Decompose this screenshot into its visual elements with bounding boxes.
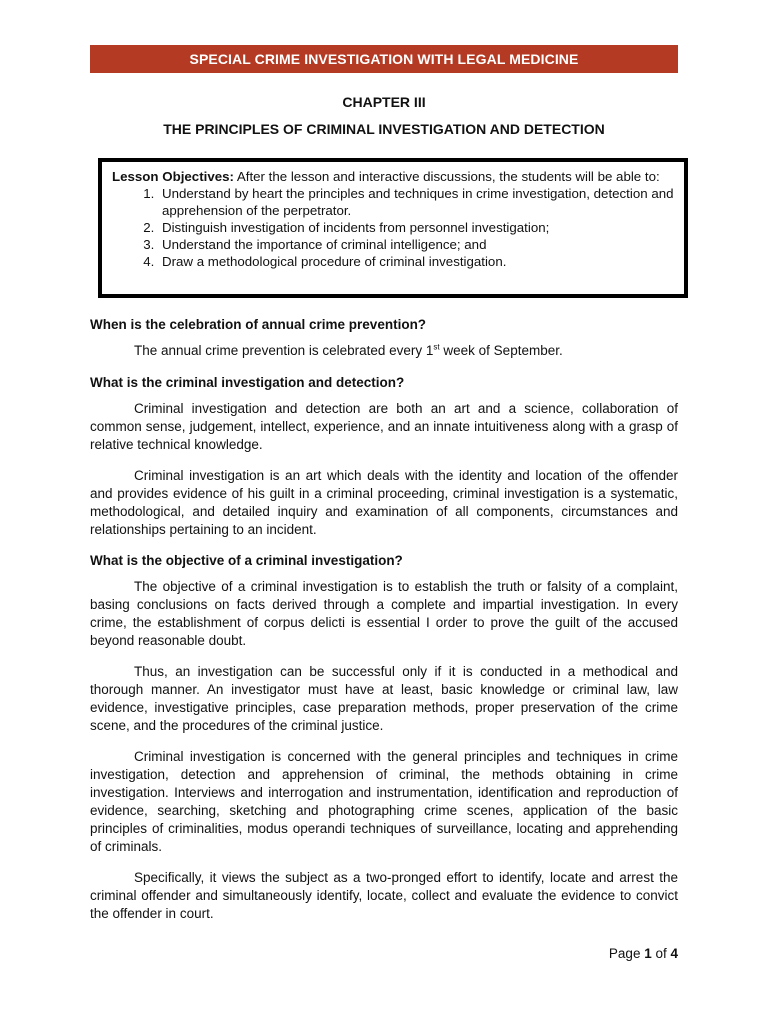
objectives-label: Lesson Objectives: xyxy=(112,169,234,184)
objectives-list xyxy=(112,185,674,270)
page-body xyxy=(90,316,678,936)
objective-item: 1. Understand by heart the principles and techniques in crime investigation, detection and apprehension of the perpetrator. xyxy=(158,185,674,219)
question-heading: What is the criminal investigation and detection? xyxy=(90,375,405,390)
paragraph: Specifically, it views the subject as a two-pronged effort to identify, locate and arrest the criminal offender and simultaneously identify, locate, collect and evaluate the evidence to convict the offender in court. xyxy=(90,870,678,921)
chapter-title: THE PRINCIPLES OF CRIMINAL INVESTIGATION AND DETECTION xyxy=(163,121,605,137)
header-banner xyxy=(90,45,678,73)
objective-item: 4. Draw a methodological procedure of criminal investigation. xyxy=(158,253,674,270)
question-heading: When is the celebration of annual crime prevention? xyxy=(90,317,427,332)
objectives-intro xyxy=(112,168,674,185)
lesson-objectives-box xyxy=(98,158,688,298)
paragraph: Thus, an investigation can be successful only if it is conducted in a methodical and thorough manner. An investigator must have at least, basic knowledge or criminal law, law evidence, investigative principles, case preparation methods, proper preservation of the crime scene, and the procedures of the criminal justice. xyxy=(90,664,678,733)
current-page: 1 xyxy=(644,946,652,961)
of-label: of xyxy=(651,946,671,961)
paragraph: Criminal investigation is an art which deals with the identity and location of the offender and provides evidence of his guilt in a criminal proceeding, criminal investigation is a systematic, methodological, and detailed inquiry and examination of all components, circumstances and relationships pertaining to an incident. xyxy=(90,468,678,537)
page-footer xyxy=(609,946,678,961)
paragraph: Criminal investigation and detection are both an art and a science, collaboration of common sense, judgement, intellect, experience, and an innate intuitiveness along with a grasp of relative technical knowledge. xyxy=(90,401,678,452)
answer-text: The annual crime prevention is celebrated every 1 xyxy=(134,343,434,358)
paragraph xyxy=(90,342,678,360)
total-pages: 4 xyxy=(670,946,678,961)
paragraph: Criminal investigation is concerned with the general principles and techniques in crime investigation, detection and apprehension of criminal, the methods obtaining in crime investigation. Interviews and interrogation and instrumentation, identification and reproduction of evidence, searching, sketching and photographing crime scenes, application of the basic principles of criminalities, modus operandi techniques of surveillance, locating and apprehending of criminals. xyxy=(90,749,678,854)
page-label: Page xyxy=(608,946,645,961)
question-heading: What is the objective of a criminal investigation? xyxy=(90,553,403,568)
banner-title: SPECIAL CRIME INVESTIGATION WITH LEGAL MEDICINE xyxy=(189,51,579,67)
objective-item: 2. Distinguish investigation of incidents from personnel investigation; xyxy=(158,219,674,236)
objective-item: 3. Understand the importance of criminal intelligence; and xyxy=(158,236,674,253)
superscript: st xyxy=(433,342,440,352)
paragraph: The objective of a criminal investigation is to establish the truth or falsity of a complaint, basing conclusions on facts derived through a complete and impartial investigation. In every crime, the establishment of corpus delicti is essential I order to prove the guilt of the accused beyond reasonable doubt. xyxy=(90,579,678,648)
objectives-intro-text: After the lesson and interactive discussions, the students will be able to: xyxy=(233,169,660,184)
answer-text-end: week of September. xyxy=(439,343,563,358)
chapter-number: CHAPTER III xyxy=(342,94,426,110)
